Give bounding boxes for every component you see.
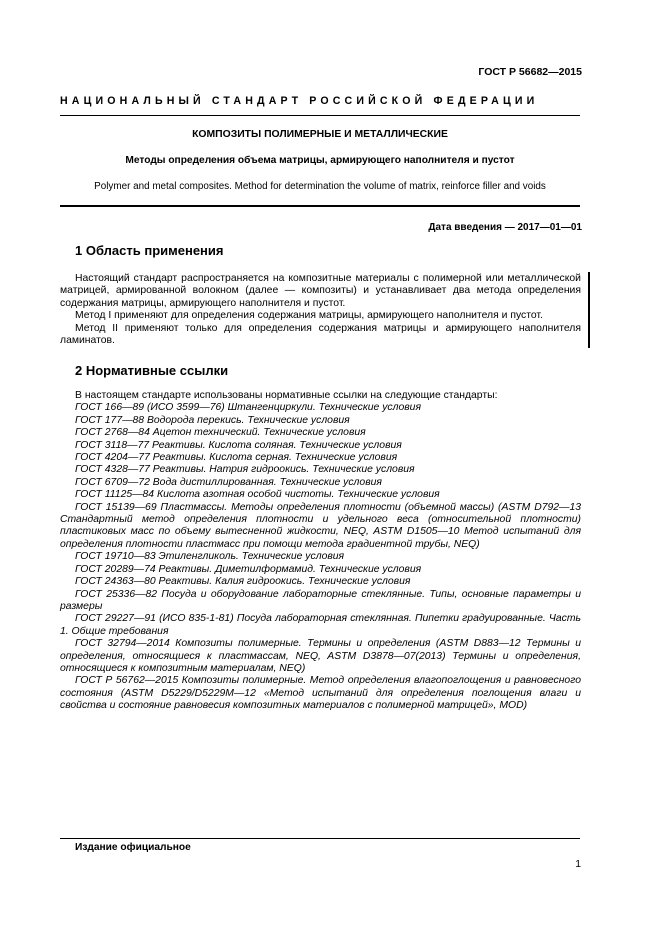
title-divider <box>60 205 580 207</box>
official-edition-label: Издание официальное <box>75 842 191 853</box>
reference-item: ГОСТ 19710—83 Этиленгликоль. Технические условия <box>75 551 345 563</box>
document-subtitle: Методы определения объема матрицы, армирующего наполнителя и пустот <box>125 155 515 166</box>
reference-item: ГОСТ 29227—91 (ИСО 835-1-81) Посуда лабораторная стеклянная. Пипетки градуированные. Часть 1. Общие требования <box>60 613 581 637</box>
introduction-date: Дата введения — 2017—01—01 <box>428 222 582 233</box>
section-1-heading: 1 Область применения <box>75 243 224 258</box>
section-2-heading: 2 Нормативные ссылки <box>75 363 229 378</box>
english-title: Polymer and metal composites. Method for determination the volume of matrix, reinforce filler and voids <box>94 181 546 192</box>
reference-item: ГОСТ 4204—77 Реактивы. Кислота серная. Технические условия <box>75 452 398 464</box>
reference-item: ГОСТ 2768—84 Ацетон технический. Технические условия <box>75 427 366 439</box>
section-1-paragraph: Метод I применяют для определения содержания матрицы, армирующего наполнителя и пустот. <box>75 310 543 322</box>
reference-item: ГОСТ 15139—69 Пластмассы. Методы определения плотности (объемной массы) (ASTM D792—13 Стандартный метод определения плотности и удельного веса (относительной плотности) пластиковых масс по объему вытесненной жидкости, NEQ, ASTM D1505—10 Метод испытаний для определения плотности пластмасс при помощи метода градиентной трубы, NEQ) <box>60 501 581 550</box>
reference-item: ГОСТ 177—88 Водорода перекись. Технические условия <box>75 414 350 426</box>
reference-item: ГОСТ 6709—72 Вода дистиллированная. Технические условия <box>75 476 382 488</box>
reference-item: ГОСТ 20289—74 Реактивы. Диметилформамид. Технические условия <box>75 563 422 575</box>
section-2-intro: В настоящем стандарте использованы нормативные ссылки на следующие стандарты: <box>75 390 498 401</box>
reference-item: ГОСТ 3118—77 Реактивы. Кислота соляная. Технические условия <box>75 439 402 451</box>
page-number: 1 <box>575 859 581 870</box>
reference-item: ГОСТ 25336—82 Посуда и оборудование лабораторные стеклянные. Типы, основные параметры и размеры <box>60 588 581 612</box>
national-standard-banner: НАЦИОНАЛЬНЫЙ СТАНДАРТ РОССИЙСКОЙ ФЕДЕРАЦИИ <box>60 95 539 107</box>
section-1-body <box>60 273 581 347</box>
section-1-paragraph: Метод II применяют только для определения содержания матрицы и армирующего наполнителя ламинатов. <box>60 322 581 347</box>
reference-item: ГОСТ 24363—80 Реактивы. Калия гидроокись. Технические условия <box>75 576 411 588</box>
section-1-paragraph: Настоящий стандарт распространяется на композитные материалы с полимерной или металлической матрицей, армированной волокном (далее — композиты) и устанавливает два метода определения содержания матрицы, армирующего наполнителя и пустот. <box>60 273 581 309</box>
reference-item: ГОСТ 4328—77 Реактивы. Натрия гидроокись. Технические условия <box>75 464 415 476</box>
footer-divider <box>60 838 580 839</box>
reference-item: ГОСТ 11125—84 Кислота азотная особой чистоты. Технические условия <box>75 489 440 501</box>
reference-item: ГОСТ Р 56762—2015 Композиты полимерные. Метод определения влагопоглощения и равновесного состояния (ASTM D5229/D5229M—12 «Метод испытаний для определения поглощения влаги и свойства и состояние равновесия композитных материалов с полимерной матрицей», MOD) <box>60 675 581 712</box>
change-bar <box>588 272 590 348</box>
document-code: ГОСТ Р 56682—2015 <box>478 66 582 78</box>
reference-item: ГОСТ 166—89 (ИСО 3599—76) Штангенциркули. Технические условия <box>75 402 421 414</box>
reference-item: ГОСТ 32794—2014 Композиты полимерные. Термины и определения (ASTM D883—12 Термины и определения, относящиеся к пластмассам, NEQ, ASTM D3878—07(2013) Термины и определения, относящиеся к композитным материалам, NEQ) <box>60 638 581 674</box>
header-divider <box>60 115 580 116</box>
section-2-body <box>60 390 581 713</box>
document-title: КОМПОЗИТЫ ПОЛИМЕРНЫЕ И МЕТАЛЛИЧЕСКИЕ <box>192 129 448 140</box>
